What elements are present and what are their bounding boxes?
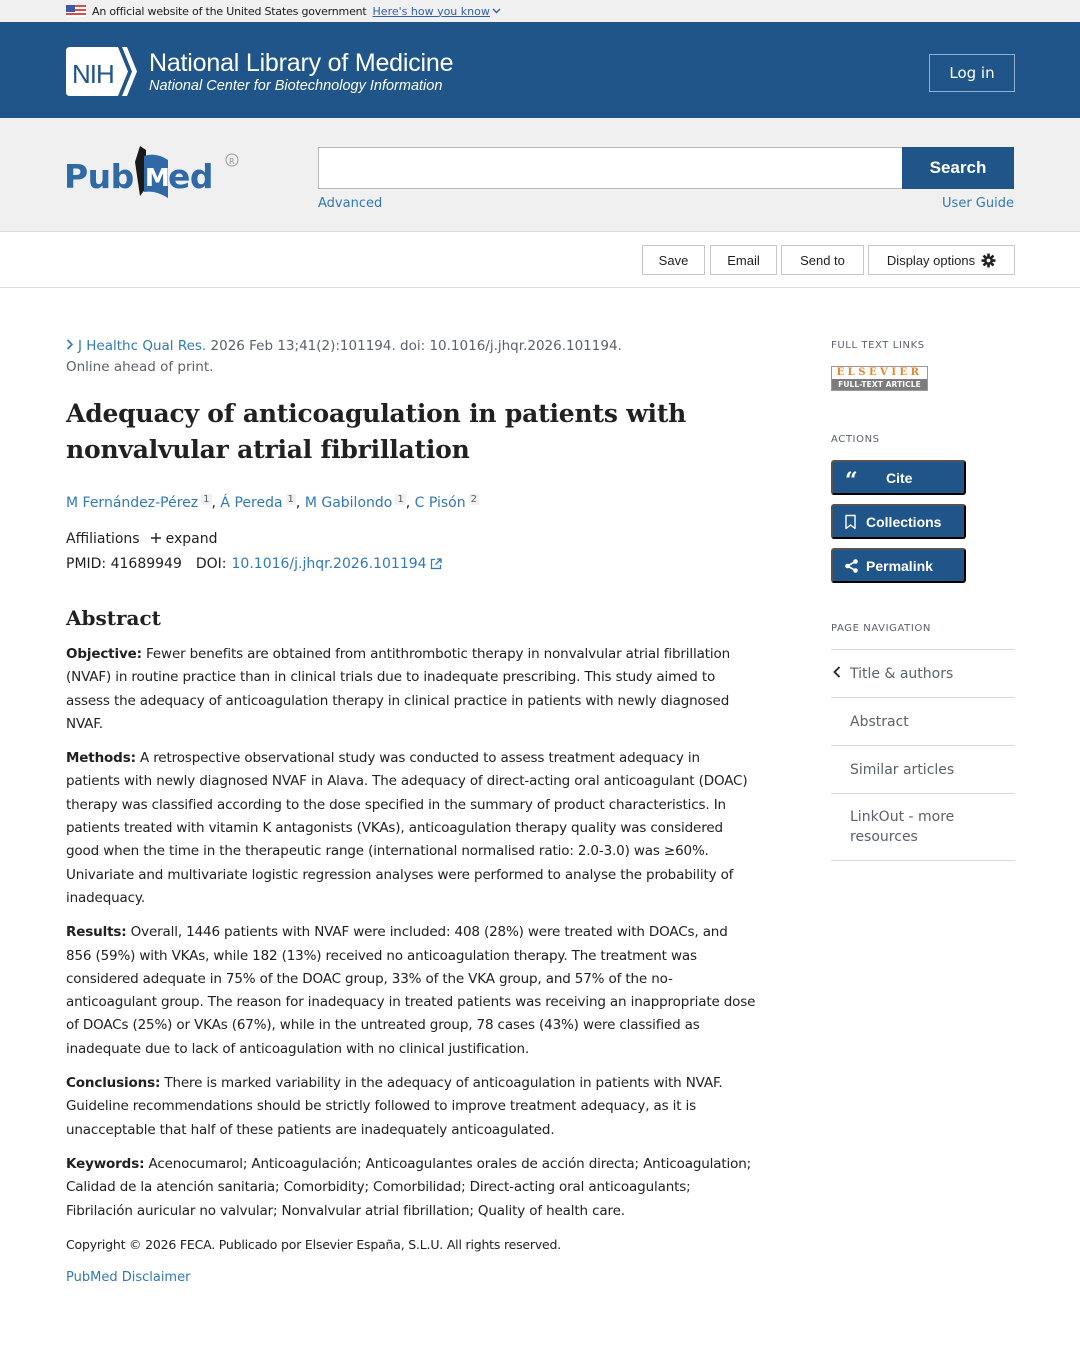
- cite-button[interactable]: [831, 460, 966, 495]
- elsevier-logo-text: ELSEVIER: [832, 367, 927, 379]
- nlm-home-link[interactable]: [66, 47, 453, 96]
- keywords: [66, 1153, 756, 1223]
- gov-banner: [0, 0, 1080, 22]
- svg-text:Pub: Pub: [64, 157, 134, 196]
- nih-header: [0, 22, 1080, 118]
- pagenav-label: LinkOut - more resources: [850, 809, 955, 845]
- section-label: Conclusions:: [66, 1075, 161, 1092]
- pagenav-linkout[interactable]: [831, 794, 1015, 861]
- svg-text:ed: ed: [168, 157, 214, 196]
- section-label: Results:: [66, 924, 127, 941]
- pagenav-similar-articles[interactable]: [831, 746, 1015, 794]
- keywords-label: Keywords:: [66, 1155, 145, 1172]
- full-text-article-label: FULL-TEXT ARTICLE: [832, 379, 927, 390]
- pagenav-abstract[interactable]: [831, 698, 1015, 746]
- affiliation-ref[interactable]: 1: [287, 494, 294, 505]
- abstract-methods: [66, 747, 756, 910]
- chevron-left-icon: [833, 666, 841, 682]
- affiliations-label: Affiliations: [66, 530, 140, 547]
- citation: [66, 336, 756, 378]
- actions-label: ACTIONS: [831, 434, 880, 445]
- section-label: Objective:: [66, 646, 142, 662]
- display-options-label: Display options: [886, 252, 976, 268]
- identifiers: [66, 556, 756, 572]
- article-title: Adequacy of anticoagulation in patients with nonvalvular atrial fibrillation: [66, 399, 687, 464]
- publication-status: Online ahead of print.: [66, 359, 214, 375]
- chevron-down-icon: [492, 8, 501, 14]
- send-to-button[interactable]: Send to: [781, 245, 864, 275]
- action-bar: [0, 233, 1080, 288]
- section-text: There is marked variability in the adequacy of anticoagulation in patients with NVAF. Guideline recommendations should be strictly followed to improve treatment adequacy, as it is unacceptable that half of these patients are inadequately anticoagulated.: [66, 1075, 723, 1138]
- doi-label: DOI:: [195, 556, 227, 572]
- affiliation-ref[interactable]: 1: [203, 494, 210, 505]
- pagenav-label: Title & authors: [850, 665, 954, 682]
- share-icon: [845, 559, 858, 573]
- full-text-links-label: FULL TEXT LINKS: [831, 340, 925, 351]
- permalink-label: Permalink: [866, 557, 933, 574]
- abstract-conclusions: [66, 1072, 756, 1142]
- affiliation-ref[interactable]: 2: [470, 494, 477, 505]
- doi-link[interactable]: [232, 556, 442, 572]
- author-link[interactable]: M Gabilondo: [304, 495, 393, 511]
- affiliation-ref[interactable]: 1: [397, 494, 404, 505]
- heres-how-you-know-label: Here's how you know: [372, 4, 490, 18]
- section-text: Overall, 1446 patients with NVAF were included: 408 (28%) were treated with DOACs, and 856 (59%) with VKAs, while 182 (13%) received no anticoagulation therapy. The treatment was considered adequate in 75% of the DOAC group, 33% of the VKA group, and 57% of the no-anticoagulant group. The reason for inadequacy in treated patients was receiving an inappropriate dose of DOACs (25%) or VKAs (67%), while in the untreated group, 78 cases (43%) were classified as inadequate due to lack of anticoagulation with no clinical justification.: [66, 924, 756, 1057]
- cite-label: Cite: [886, 469, 913, 486]
- plus-icon: [150, 529, 162, 548]
- collections-button[interactable]: [831, 504, 966, 539]
- permalink-button[interactable]: [831, 548, 966, 583]
- search-button[interactable]: Search: [902, 147, 1014, 189]
- section-text: Fewer benefits are obtained from antithrombotic therapy in nonvalvular atrial fibrillation (NVAF) in routine practice than in clinical trials due to inadequate prescribing. This study aimed to assess the adequacy of anticoagulation therapy in clinical practice in patients with newly diagnosed NVAF.: [66, 646, 730, 732]
- advanced-search-link[interactable]: Advanced: [318, 196, 383, 211]
- authors-list: M Fernández-Pérez $^1$ , Á Pereda $^1$ , M Gabilondo $^1$ , C Pisón $^2$: [66, 494, 477, 511]
- affiliations-row: [66, 529, 756, 548]
- us-flag-icon: [66, 5, 86, 17]
- email-button[interactable]: Email: [710, 245, 777, 275]
- citation-details: 2026 Feb 13;41(2):101194. doi: 10.1016/j.jhqr.2026.101194.: [206, 338, 622, 354]
- nih-logo-icon: [66, 47, 141, 96]
- external-link-icon: [430, 558, 442, 570]
- abstract-heading: Abstract: [66, 606, 161, 630]
- author-link[interactable]: M Fernández-Pérez: [66, 495, 199, 511]
- gear-icon: [981, 253, 996, 268]
- nlm-title: National Library of Medicine: [149, 48, 454, 77]
- section-label: Methods:: [66, 750, 136, 767]
- collections-label: Collections: [866, 513, 942, 530]
- sidebar: [831, 340, 1015, 861]
- user-guide-link[interactable]: User Guide: [942, 196, 1014, 211]
- doi-value: 10.1016/j.jhqr.2026.101194: [231, 556, 427, 572]
- pmid: PMID: 41689949: [66, 556, 182, 572]
- gov-banner-text: An official website of the United States government: [92, 4, 367, 18]
- heres-how-you-know-link[interactable]: [373, 5, 501, 18]
- bookmark-icon: [845, 514, 856, 529]
- search-input[interactable]: [318, 147, 903, 189]
- pubmed-logo[interactable]: [64, 140, 244, 202]
- pubmed-disclaimer-link[interactable]: PubMed Disclaimer: [66, 1269, 191, 1285]
- pagenav-label: Abstract: [850, 713, 909, 730]
- chevron-right-icon: [66, 336, 74, 357]
- save-button[interactable]: Save: [642, 245, 705, 275]
- svg-text:R: R: [229, 157, 235, 166]
- login-button[interactable]: Log in: [929, 54, 1015, 92]
- expand-affiliations-button[interactable]: [140, 529, 218, 548]
- abstract-results: [66, 921, 756, 1061]
- author-link[interactable]: Á Pereda: [220, 495, 283, 511]
- svg-text:NIH: NIH: [72, 59, 114, 89]
- abstract-objective: [66, 643, 756, 736]
- ncbi-subtitle: National Center for Biotechnology Information: [149, 77, 443, 94]
- svg-text:M: M: [145, 163, 170, 192]
- display-options-button[interactable]: [868, 245, 1015, 275]
- article-main: [66, 336, 756, 1285]
- page-navigation-label: PAGE NAVIGATION: [831, 623, 931, 634]
- journal-link[interactable]: J Healthc Qual Res.: [78, 338, 207, 354]
- copyright: Copyright © 2026 FECA. Publicado por Elsevier España, S.L.U. All rights reserved.: [66, 1236, 562, 1252]
- search-area: [0, 118, 1080, 232]
- section-text: A retrospective observational study was conducted to assess treatment adequacy in patients with newly diagnosed NVAF in Alava. The adequacy of direct-acting oral anticoagulant (DOAC) therapy was classified according to the dose specified in the summary of product characteristics. In patients treated with vitamin K antagonists (VKAs), anticoagulation therapy quality was considered good when the time in the therapeutic range (international normalised ratio: 2.0-3.0) was ≥60%. Univariate and multivariate logistic regression analyses were performed to analyse the probability of inadequacy.: [66, 750, 748, 906]
- author-link[interactable]: C Pisón: [414, 495, 466, 511]
- page-navigation: [831, 649, 1015, 861]
- pagenav-title-authors[interactable]: [831, 650, 1015, 698]
- expand-label: expand: [165, 530, 218, 547]
- quote-icon: “: [845, 467, 858, 494]
- pagenav-label: Similar articles: [850, 761, 955, 778]
- keywords-text: Acenocumarol; Anticoagulación; Anticoagulantes orales de acción directa; Anticoagulation; Calidad de la atención sanitaria; Comorbidity; Comorbilidad; Direct-acting oral anticoagulants; Fibrilación auricular no valvular; Nonvalvular atrial fibrillation; Quality of health care.: [66, 1155, 752, 1219]
- elsevier-full-text-link[interactable]: [831, 366, 928, 391]
- pubmed-logo-icon: [64, 140, 244, 202]
